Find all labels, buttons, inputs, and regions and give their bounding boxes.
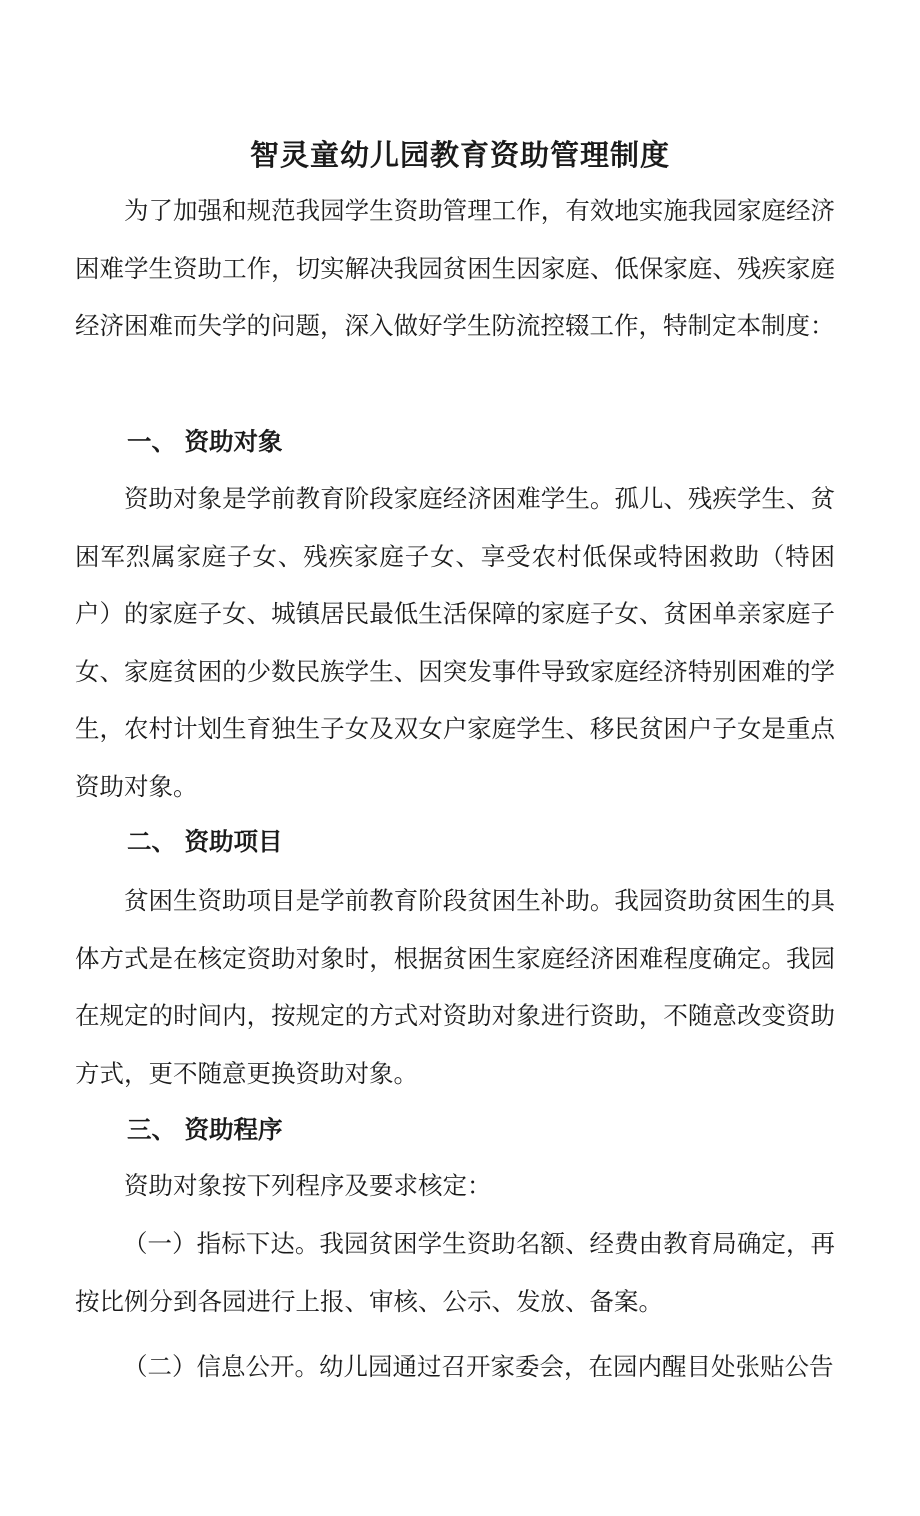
section-text-1: 资助对象是学前教育阶段家庭经济困难学生。孤儿、残疾学生、贫困军烈属家庭子女、残疾家庭子女、享受农村低保或特困救助（特困户）的家庭子女、城镇居民最低生活保障的家庭子女、贫困单亲家庭子女、家庭贫困的少数民族学生、因突发事件导致家庭经济特别困难的学生，农村计划生育独生子女及双女户家庭学生、移民贫困户子女是重点资助对象。 <box>75 484 835 801</box>
document-title: 智灵童幼儿园教育资助管理制度 <box>249 138 670 173</box>
list-item-2: （二）信息公开。幼儿园通过召开家委会，在园内醒目处张贴公告 <box>123 1352 834 1381</box>
section-heading-1: 一、 资助对象 <box>127 427 283 456</box>
section-heading-2: 二、 资助项目 <box>127 827 283 856</box>
list-item-1: （一）指标下达。我园贫困学生资助名额、经费由教育局确定，再按比例分到各园进行上报、审核、公示、发放、备案。 <box>75 1229 835 1316</box>
section-text-2: 贫困生资助项目是学前教育阶段贫困生补助。我园资助贫困生的具体方式是在核定资助对象时，根据贫困生家庭经济困难程度确定。我园在规定的时间内，按规定的方式对资助对象进行资助，不随意改变资助方式，更不随意更换资助对象。 <box>75 886 835 1088</box>
section-text-3: 资助对象按下列程序及要求核定： <box>124 1171 492 1200</box>
intro-paragraph: 为了加强和规范我园学生资助管理工作，有效地实施我园家庭经济困难学生资助工作，切实解决我园贫困生因家庭、低保家庭、残疾家庭经济困难而失学的问题，深入做好学生防流控辍工作，特制定本制度： <box>75 196 835 340</box>
section-heading-3: 三、 资助程序 <box>127 1115 283 1144</box>
